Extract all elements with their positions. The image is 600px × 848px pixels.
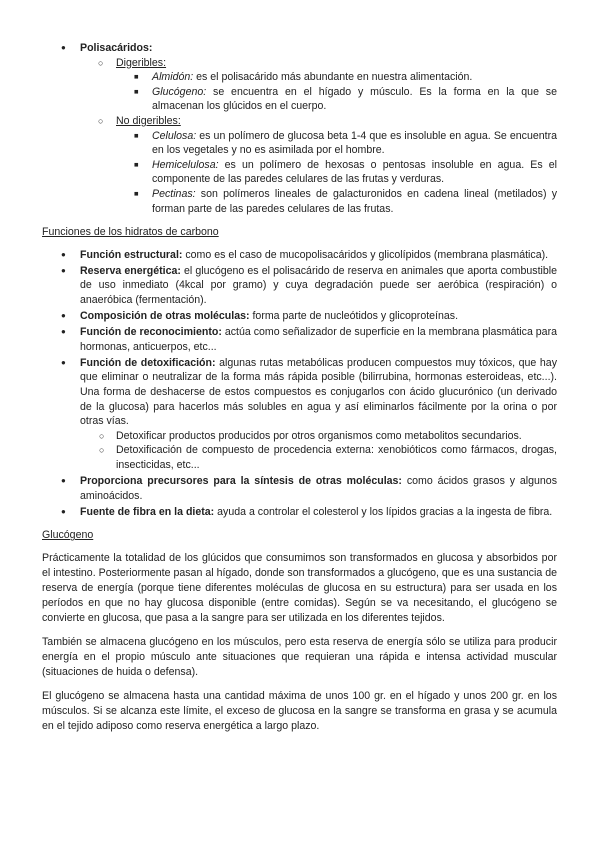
term: Reserva energética:: [80, 264, 181, 277]
list-item: [42, 309, 557, 324]
term-pectinas: Pectinas:: [152, 187, 196, 200]
term: Función de reconocimiento:: [80, 326, 222, 339]
paragraph: También se almacena glucógeno en los músculos, pero esta reserva de energía sólo se utiliza para producir energía en el propio músculo ante situaciones que requieran una rápida e intensa actividad muscular (situaciones de huida o defensa).: [42, 636, 557, 678]
list-item: [42, 505, 557, 520]
digeribles-label: Digeribles:: [116, 56, 167, 69]
text-pectinas: son polímeros lineales de galacturonidos en cadena lineal (metilados) y forman parte de las paredes celulares de las frutas.: [152, 187, 557, 215]
term: Función estructural:: [80, 248, 183, 261]
paragraph: Prácticamente la totalidad de los glúcidos que consumimos son transformados en glucosa y absorbidos por el intestino. Posteriormente pasan al hígado, donde son transformados a glucógeno, que es una sustancia de reserva de energía (porque tiene diferentes moléculas de glucosa en su estructura) para ser usada en los períodos en que no hay glucosa disponible (entre comidas). Según se va necesitando, el glucógeno se convierte en glucosa, que pasa a la sangre para ser utilizada en los diferentes tejidos.: [42, 552, 557, 624]
list-item: ○ Detoxificar productos producidos por otros organismos como metabolitos secundarios.: [42, 429, 557, 444]
paragraph: El glucógeno se almacena hasta una cantidad máxima de unos 100 gr. en el hígado y unos 200 gr. en los músculos. Si se alcanza este límite, el exceso de glucosa en la sangre se transforma en grasa y se acumula en el tejido adiposo como reserva energética a largo plazo.: [42, 690, 557, 732]
list-item: ○ Detoxificación de compuesto de procedencia externa: xenobióticos como fármacos, drogas, insecticidas, etc...: [42, 443, 557, 472]
text: ayuda a controlar el colesterol y los lípidos gracias a la ingesta de fibra.: [214, 505, 553, 518]
list-item: [42, 264, 557, 308]
text-celulosa: es un polímero de glucosa beta 1-4 que es insoluble en agua. Se encuentra en los vegetales y no es asimilada por el hombre.: [152, 129, 557, 157]
digeribles-item: [42, 56, 557, 71]
detox-sublist: [42, 429, 557, 473]
list-item: [42, 187, 557, 216]
term-hemicelulosa: Hemicelulosa:: [152, 158, 219, 171]
text: como ácidos grasos y algunos aminoácidos.: [80, 475, 557, 502]
no-digeribles-sublist: [42, 129, 557, 217]
list-item: [42, 85, 557, 114]
polisacaridos-item: [42, 41, 557, 56]
text: forma parte de nucleótidos y glicoproteínas.: [249, 310, 459, 323]
term: Fuente de fibra en la dieta:: [80, 505, 215, 518]
text-glucogeno: se encuentra en el hígado y músculo. Es la forma en la que se almacenan los glúcidos en el cuerpo.: [152, 85, 557, 113]
polisacaridos-title: Polisacáridos:: [80, 42, 153, 54]
no-digeribles-list: [42, 114, 557, 129]
text-almidon: es el polisacárido más abundante en nuestra alimentación.: [193, 71, 473, 84]
funciones-list: [42, 248, 557, 520]
term: Función de detoxificación:: [80, 356, 216, 369]
list-item: [42, 248, 557, 263]
no-digeribles-item: [42, 114, 557, 129]
funciones-heading: Funciones de los hidratos de carbono: [42, 226, 219, 239]
polisacaridos-list: [42, 41, 557, 56]
text: el glucógeno es el polisacárido de reserva en animales que aporta combustible de uso inmediato (4kcal por gramo) y cuya degradación puede ser aeróbica (respiración) o anaeróbica (fermentación).: [80, 264, 558, 306]
list-item: [42, 129, 557, 158]
list-item: [42, 325, 557, 354]
digeribles-sublist: [42, 70, 557, 114]
list-item: [42, 356, 557, 473]
text-hemicelulosa: es un polímero de hexosas o pentosas insoluble en agua. Es el componente de las paredes celulares de las frutas y verduras.: [152, 158, 557, 186]
term-celulosa: Celulosa:: [152, 129, 197, 142]
list-item: [42, 158, 557, 187]
text: actúa como señalizador de superficie en la membrana plasmática para hormonas, anticuerpos, etc...: [80, 326, 557, 353]
list-item: [42, 474, 557, 503]
no-digeribles-label: No digeribles:: [116, 114, 181, 127]
list-item: [42, 70, 557, 85]
text: algunas rutas metabólicas producen compuestos muy tóxicos, que hay que eliminar o neutralizar de la forma más rápida posible (bilirrubina, hormonas esteroideas, etc...). Una forma de deshacerse de estos compuestos es conjugarlos con ácido glucurónico (un derivado de la glucosa) para hacerlos más solubles en agua y así eliminarlos fácilmente por la orina o por otras vías.: [80, 356, 557, 428]
digeribles-list: [42, 56, 557, 71]
term-glucogeno: Glucógeno:: [152, 85, 207, 98]
text: como es el caso de mucopolisacáridos y glicolípidos (membrana plasmática).: [182, 248, 549, 261]
term: Composición de otras moléculas:: [80, 310, 250, 323]
document-page: [42, 41, 557, 734]
term-almidon: Almidón:: [152, 71, 194, 84]
term: Proporciona precursores para la síntesis de otras moléculas:: [80, 475, 402, 488]
glucogeno-heading: Glucógeno: [42, 529, 94, 542]
